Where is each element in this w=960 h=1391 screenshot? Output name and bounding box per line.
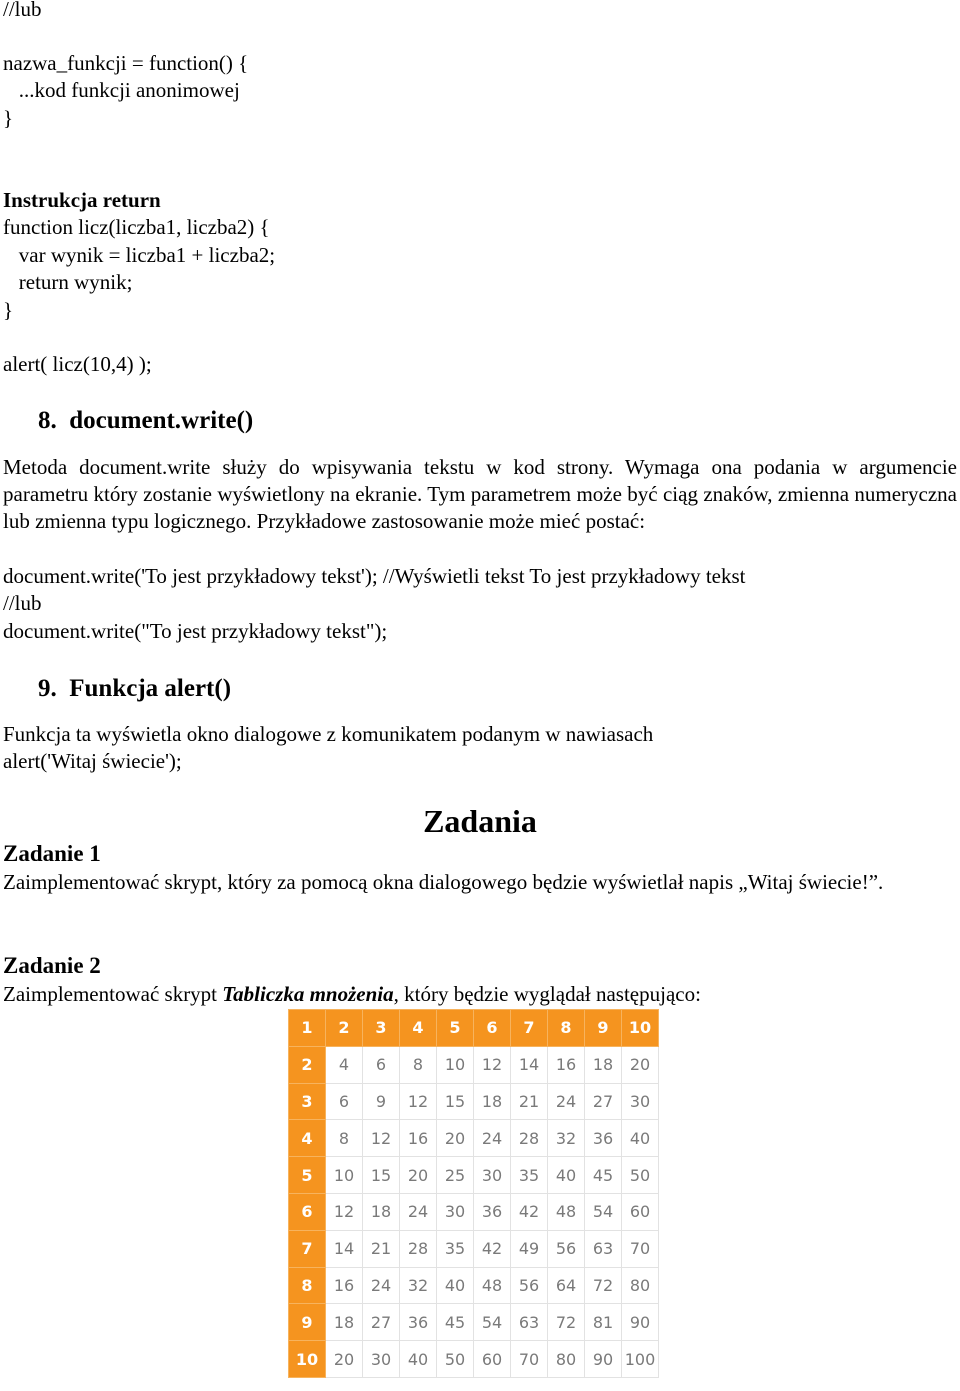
table-header-cell: 4	[400, 1010, 437, 1047]
table-header-cell: 8	[289, 1267, 326, 1304]
code-line: return wynik;	[3, 270, 133, 294]
table-cell: 100	[622, 1341, 659, 1378]
table-row	[289, 1341, 659, 1378]
table-cell: 24	[400, 1193, 437, 1230]
table-cell: 56	[548, 1230, 585, 1267]
table-row	[289, 1157, 659, 1194]
table-cell: 40	[622, 1120, 659, 1157]
table-cell: 48	[474, 1267, 511, 1304]
task-2-text-before: Zaimplementować skrypt	[3, 982, 223, 1006]
table-cell: 30	[622, 1083, 659, 1120]
table-header-cell: 8	[548, 1010, 585, 1047]
multiplication-table-image	[288, 1009, 659, 1378]
table-cell: 4	[326, 1046, 363, 1083]
table-header-cell: 7	[511, 1010, 548, 1047]
task-2-heading: Zadanie 2	[3, 953, 101, 978]
table-cell: 20	[326, 1341, 363, 1378]
table-header-cell: 3	[289, 1083, 326, 1120]
table-header-cell: 4	[289, 1120, 326, 1157]
table-cell: 28	[400, 1230, 437, 1267]
table-cell: 9	[363, 1083, 400, 1120]
table-row	[289, 1010, 659, 1047]
table-cell: 35	[511, 1157, 548, 1194]
table-cell: 32	[400, 1267, 437, 1304]
code-line: nazwa_funkcji = function() {	[3, 51, 249, 75]
table-cell: 10	[326, 1157, 363, 1194]
table-cell: 8	[400, 1046, 437, 1083]
table-cell: 64	[548, 1267, 585, 1304]
table-cell: 50	[437, 1341, 474, 1378]
table-cell: 40	[548, 1157, 585, 1194]
table-cell: 21	[511, 1083, 548, 1120]
table-header-cell: 2	[326, 1010, 363, 1047]
table-cell: 90	[585, 1341, 622, 1378]
table-cell: 70	[622, 1230, 659, 1267]
table-header-cell: 5	[289, 1157, 326, 1194]
table-cell: 15	[363, 1157, 400, 1194]
table-cell: 16	[400, 1120, 437, 1157]
table-cell: 45	[585, 1157, 622, 1194]
table-header-cell: 1	[289, 1010, 326, 1047]
table-cell: 10	[437, 1046, 474, 1083]
table-cell: 30	[363, 1341, 400, 1378]
code-line: function licz(liczba1, liczba2) {	[3, 215, 270, 239]
table-cell: 12	[400, 1083, 437, 1120]
table-cell: 12	[326, 1193, 363, 1230]
code-line: alert('Witaj świecie');	[3, 749, 182, 773]
table-cell: 72	[585, 1267, 622, 1304]
table-cell: 36	[400, 1304, 437, 1341]
table-cell: 63	[585, 1230, 622, 1267]
table-row	[289, 1083, 659, 1120]
table-header-cell: 9	[289, 1304, 326, 1341]
table-header-cell: 3	[363, 1010, 400, 1047]
table-cell: 70	[511, 1341, 548, 1378]
table-cell: 24	[548, 1083, 585, 1120]
table-header-cell: 10	[289, 1341, 326, 1378]
table-cell: 20	[437, 1120, 474, 1157]
table-cell: 6	[363, 1046, 400, 1083]
table-cell: 16	[548, 1046, 585, 1083]
table-cell: 24	[474, 1120, 511, 1157]
table-cell: 25	[437, 1157, 474, 1194]
code-line: }	[3, 106, 14, 130]
table-cell: 45	[437, 1304, 474, 1341]
multiplication-table-body	[289, 1010, 659, 1378]
table-cell: 36	[474, 1193, 511, 1230]
table-header-cell: 2	[289, 1046, 326, 1083]
table-cell: 36	[585, 1120, 622, 1157]
table-cell: 12	[474, 1046, 511, 1083]
task-2-text-after: , który będzie wyglądał następująco:	[393, 982, 701, 1006]
task-1-text: Zaimplementować skrypt, który za pomocą okna dialogowego będzie wyświetlał napis „Witaj świecie!”.	[3, 870, 884, 894]
table-cell: 81	[585, 1304, 622, 1341]
table-header-cell: 10	[622, 1010, 659, 1047]
code-line: var wynik = liczba1 + liczba2;	[3, 243, 276, 267]
section-8-heading: 8. document.write()	[38, 407, 254, 434]
table-header-cell: 6	[289, 1193, 326, 1230]
section-9-heading: 9. Funkcja alert()	[38, 675, 232, 702]
code-line: //lub	[3, 591, 42, 615]
table-cell: 50	[622, 1157, 659, 1194]
tasks-title: Zadania	[423, 803, 537, 839]
table-header-cell: 7	[289, 1230, 326, 1267]
table-cell: 20	[622, 1046, 659, 1083]
table-cell: 63	[511, 1304, 548, 1341]
table-cell: 21	[363, 1230, 400, 1267]
task-2-text	[3, 981, 701, 1008]
section-8-paragraph: Metoda document.write służy do wpisywania tekstu w kod strony. Wymaga ona podania w argumencie parametru który zostanie wyświetlony na ekranie. Tym parametrem może być ciąg znaków, zmienna numeryczna lub zmienna typu logicznego. Przykładowe zastosowanie może mieć postać:	[3, 455, 957, 533]
table-cell: 6	[326, 1083, 363, 1120]
table-cell: 8	[326, 1120, 363, 1157]
table-header-cell: 9	[585, 1010, 622, 1047]
table-header-cell: 6	[474, 1010, 511, 1047]
code-line: document.write("To jest przykładowy tekst");	[3, 619, 388, 643]
table-cell: 18	[363, 1193, 400, 1230]
table-cell: 80	[622, 1267, 659, 1304]
code-line: ...kod funkcji anonimowej	[3, 78, 240, 102]
code-line: alert( licz(10,4) );	[3, 352, 152, 376]
table-cell: 40	[437, 1267, 474, 1304]
table-cell: 20	[400, 1157, 437, 1194]
table-cell: 90	[622, 1304, 659, 1341]
code-line: //lub	[3, 0, 42, 21]
table-cell: 14	[326, 1230, 363, 1267]
table-cell: 60	[474, 1341, 511, 1378]
table-cell: 80	[548, 1341, 585, 1378]
table-cell: 14	[511, 1046, 548, 1083]
table-cell: 40	[400, 1341, 437, 1378]
section-9-paragraph: Funkcja ta wyświetla okno dialogowe z komunikatem podanym w nawiasach	[3, 722, 654, 746]
table-cell: 18	[585, 1046, 622, 1083]
table-cell: 72	[548, 1304, 585, 1341]
table-row	[289, 1193, 659, 1230]
table-cell: 30	[474, 1157, 511, 1194]
table-cell: 42	[511, 1193, 548, 1230]
table-row	[289, 1304, 659, 1341]
table-row	[289, 1046, 659, 1083]
task-2-emphasis: Tabliczka mnożenia	[222, 982, 394, 1006]
table-row	[289, 1267, 659, 1304]
table-cell: 18	[326, 1304, 363, 1341]
table-row	[289, 1120, 659, 1157]
table-cell: 30	[437, 1193, 474, 1230]
table-cell: 54	[474, 1304, 511, 1341]
table-cell: 24	[363, 1267, 400, 1304]
table-cell: 18	[474, 1083, 511, 1120]
task-1-heading: Zadanie 1	[3, 841, 101, 866]
table-row	[289, 1230, 659, 1267]
table-cell: 48	[548, 1193, 585, 1230]
table-header-cell: 5	[437, 1010, 474, 1047]
table-cell: 28	[511, 1120, 548, 1157]
table-cell: 16	[326, 1267, 363, 1304]
table-cell: 12	[363, 1120, 400, 1157]
section-subheading: Instrukcja return	[3, 188, 161, 212]
table-cell: 42	[474, 1230, 511, 1267]
table-cell: 49	[511, 1230, 548, 1267]
table-cell: 27	[585, 1083, 622, 1120]
code-line: document.write('To jest przykładowy tekst'); //Wyświetli tekst To jest przykładowy tekst	[3, 564, 746, 588]
table-cell: 35	[437, 1230, 474, 1267]
code-line: }	[3, 298, 14, 322]
table-cell: 54	[585, 1193, 622, 1230]
table-cell: 56	[511, 1267, 548, 1304]
table-cell: 15	[437, 1083, 474, 1120]
table-cell: 60	[622, 1193, 659, 1230]
table-cell: 32	[548, 1120, 585, 1157]
table-cell: 27	[363, 1304, 400, 1341]
